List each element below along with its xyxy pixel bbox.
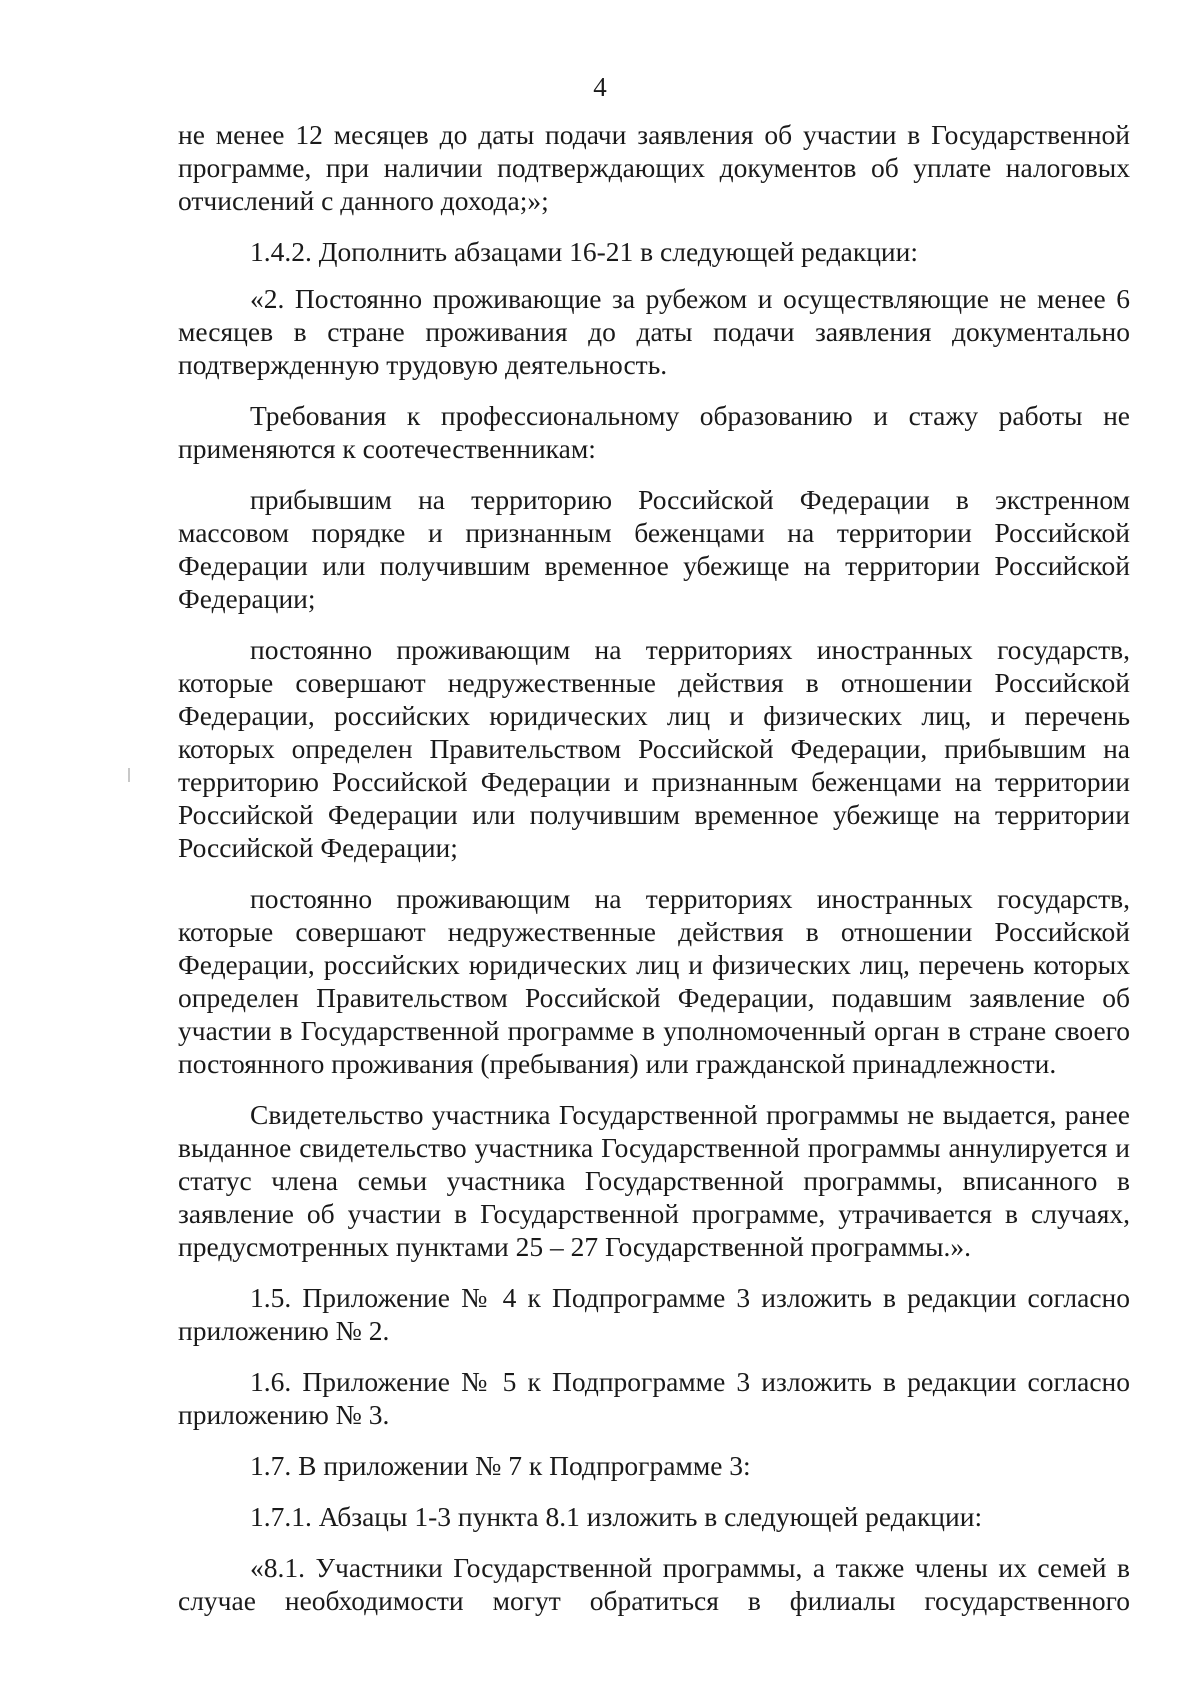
paragraph-clause-8-1: «8.1. Участники Государственной программы, а также члены их семей в случае необходимости могут обратиться в филиалы государственного <box>178 1552 1130 1616</box>
paragraph-unfriendly-states-arrived: постоянно проживающим на территориях иностранных государств, которые совершают недружественные действия в отношении Российской Федерации, российских юридических лиц и физических лиц, и перечень которых определен Правительством Российской Федерации, прибывшим на территорию Российской Федерации и признанным беженцами на территории Российской Федерации или получившим временное убежище на территории Российской Федерации; <box>178 634 1130 863</box>
page-number: 4 <box>593 72 607 102</box>
paragraph-item-1-6: 1.6. Приложение № 5 к Подпрограмме 3 изложить в редакции согласно приложению № 3. <box>178 1366 1130 1430</box>
paragraph-unfriendly-states-applied: постоянно проживающим на территориях иностранных государств, которые совершают недружественные действия в отношении Российской Федерации, российских юридических лиц и физических лиц, перечень которых определен Правительством Российской Федерации, подавшим заявление об участии в Государственной программе в уполномоченный орган в стране своего постоянного проживания (пребывания) или гражданской принадлежности. <box>178 883 1130 1079</box>
paragraph-item-1-4-2: 1.4.2. Дополнить абзацами 16-21 в следующей редакции: <box>250 236 919 267</box>
binding-mark <box>128 768 130 782</box>
paragraph-refugees: прибывшим на территорию Российской Федерации в экстренном массовом порядке и признанным беженцами на территории Российской Федерации или получившим временное убежище на территории Российской Федерации; <box>178 484 1130 614</box>
paragraph-item-1-7-1: 1.7.1. Абзацы 1-3 пункта 8.1 изложить в следующей редакции: <box>250 1501 983 1532</box>
paragraph-continuation: не менее 12 месяцев до даты подачи заявления об участии в Государственной программе, при наличии подтверждающих документов об уплате налоговых отчислений с данного дохода;»; <box>178 119 1130 216</box>
paragraph-clause-2: «2. Постоянно проживающие за рубежом и осуществляющие не менее 6 месяцев в стране проживания до даты подачи заявления документально подтвержденную трудовую деятельность. <box>178 283 1130 380</box>
paragraph-item-1-5: 1.5. Приложение № 4 к Подпрограмме 3 изложить в редакции согласно приложению № 2. <box>178 1282 1130 1346</box>
document-body <box>178 118 1130 1617</box>
paragraph-certificate: Свидетельство участника Государственной программы не выдается, ранее выданное свидетельство участника Государственной программы аннулируется и статус члена семьи участника Государственной программы, вписанного в заявление об участии в Государственной программе, утрачивается в случаях, предусмотренных пунктами 25 – 27 Государственной программы.». <box>178 1099 1130 1262</box>
paragraph-requirements: Требования к профессиональному образованию и стажу работы не применяются к соотечественникам: <box>178 400 1130 464</box>
paragraph-item-1-7: 1.7. В приложении № 7 к Подпрограмме 3: <box>250 1450 751 1481</box>
